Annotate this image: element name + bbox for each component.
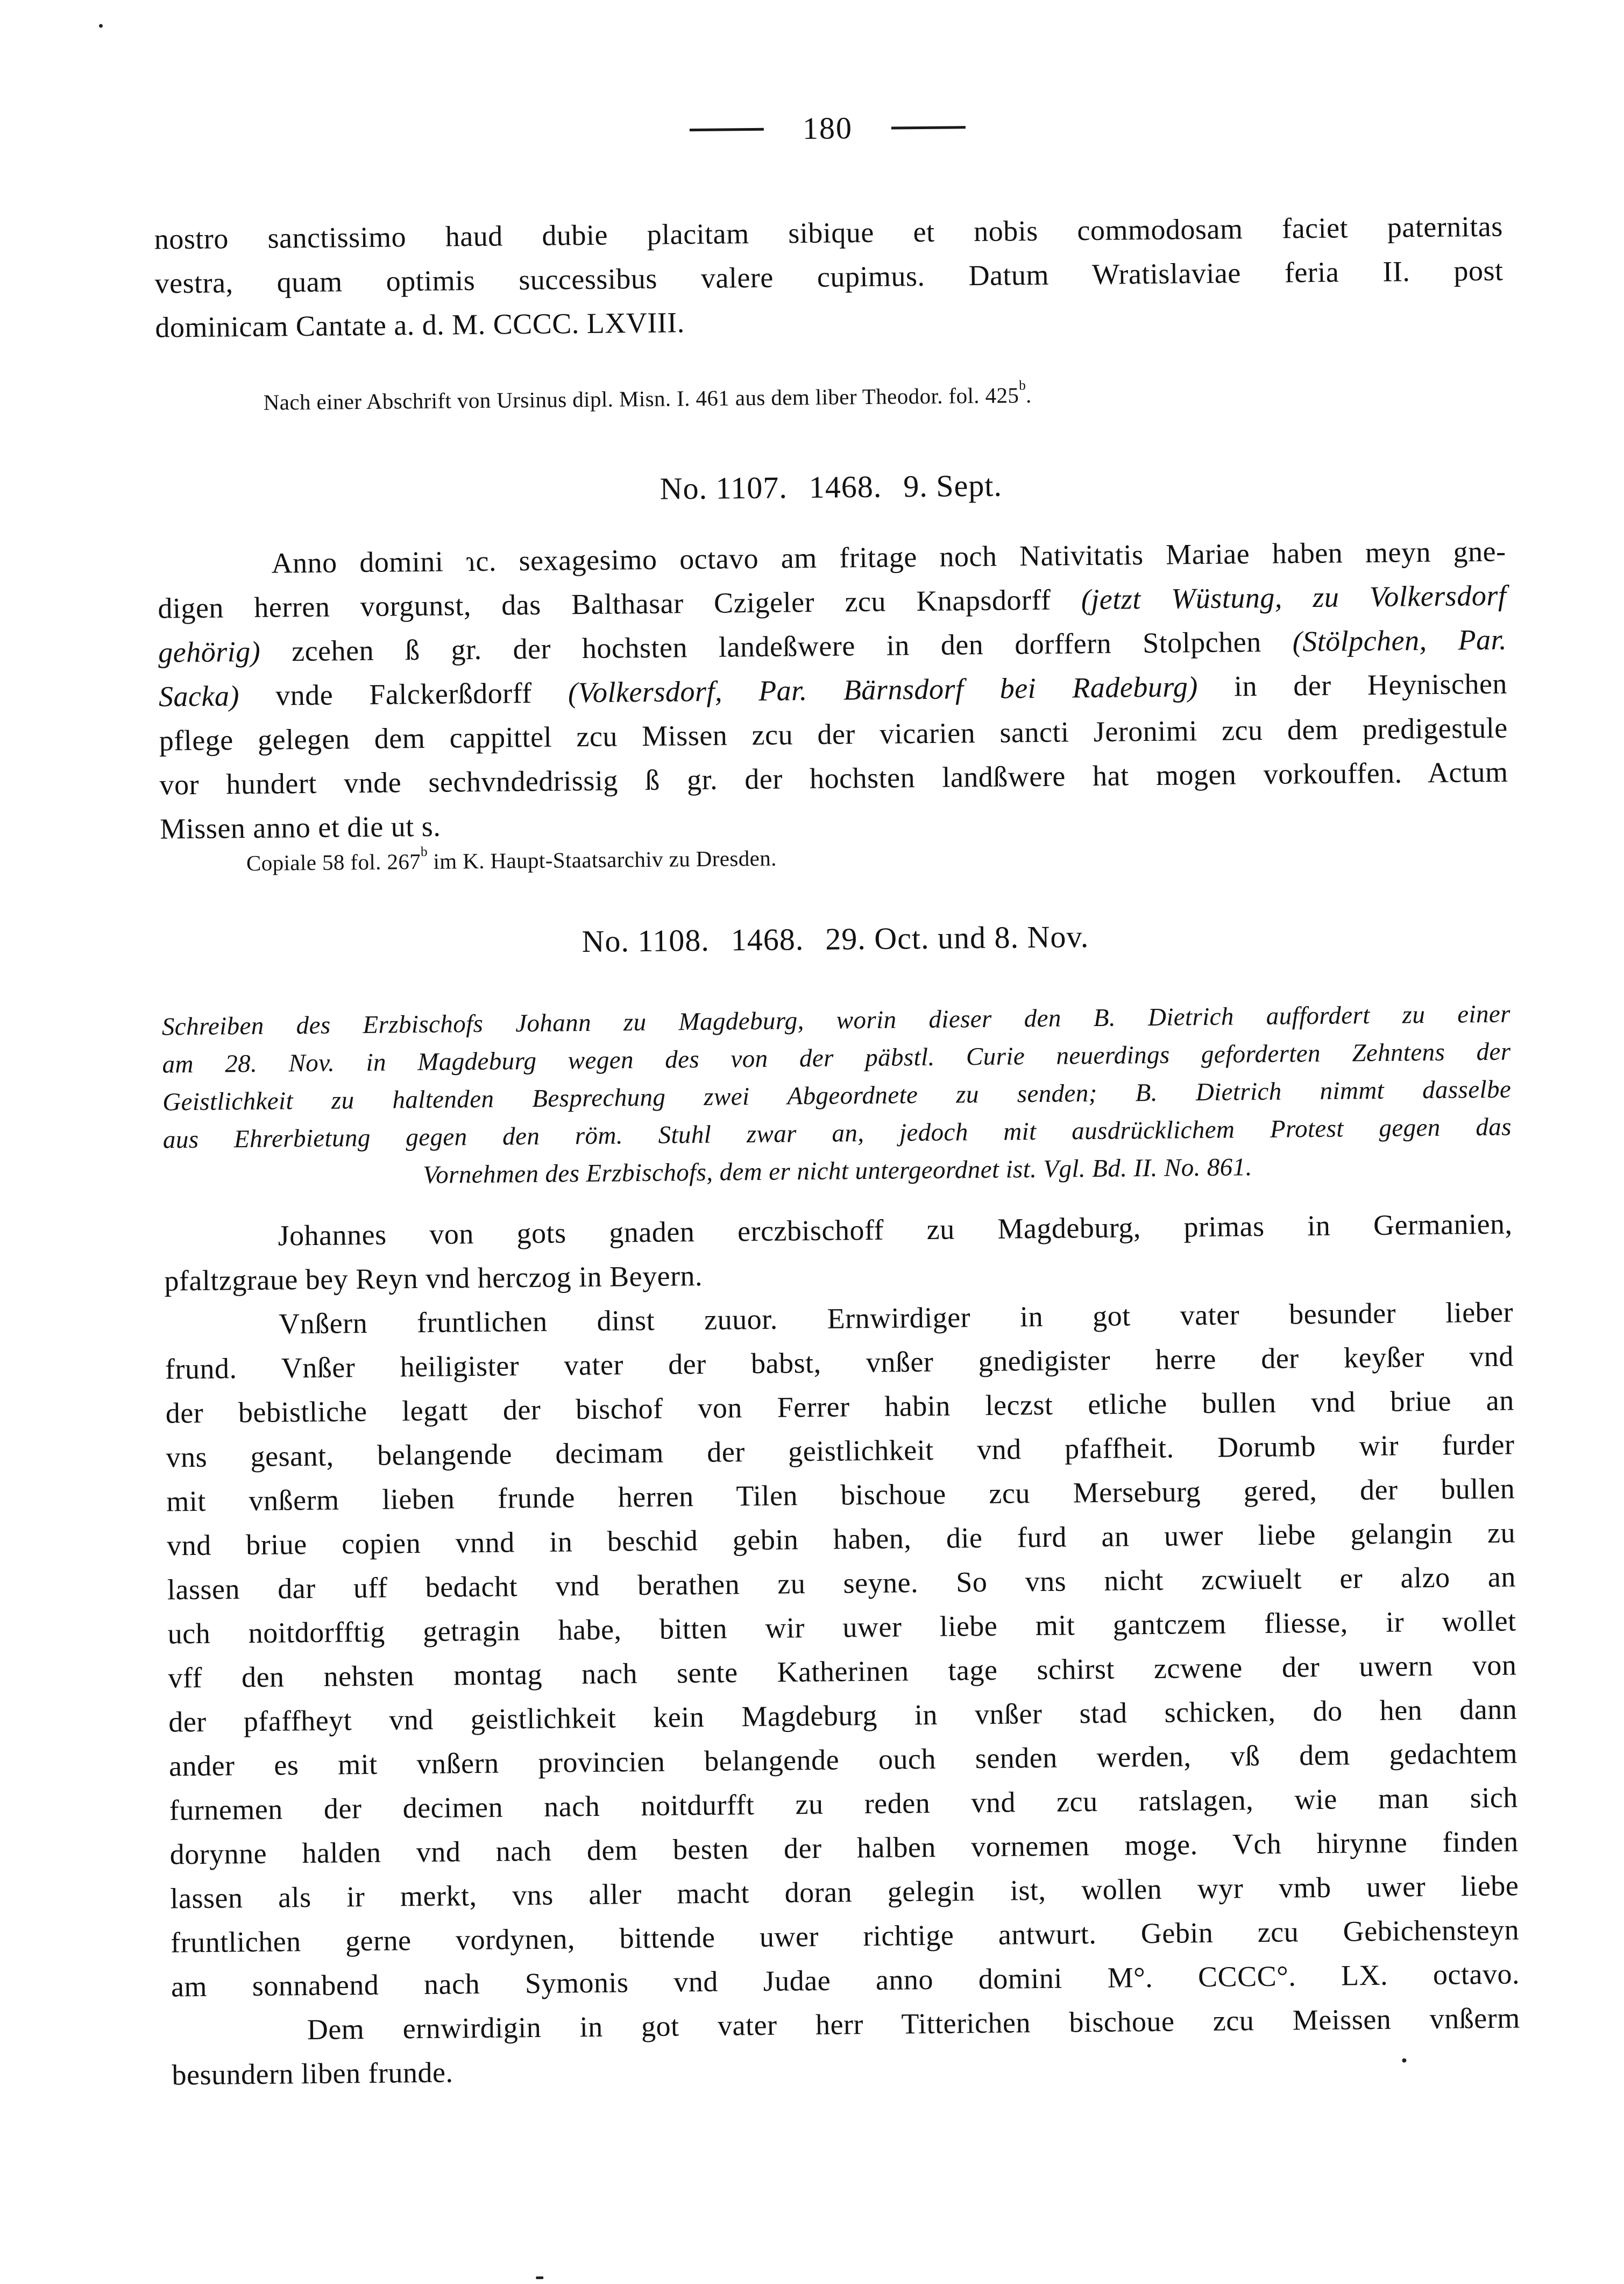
text-line: Geistlichkeit zu haltenden Besprechung zwei Abgeordnete zu senden; B. Dietrich nimmt dasselbe xyxy=(162,1075,1512,1116)
text-line: vns gesant, belangende decimam der geistlichkeit vnd pfaffheit. Dorumb wir furder xyxy=(166,1428,1515,1474)
text-line: Schreiben des Erzbischofs Johann zu Magdeburg, worin dieser den B. Dietrich auffordert zu einer xyxy=(161,1000,1511,1041)
text-line: digen herren vorgunst, das Balthasar Czigeler zcu Knapsdorff (jetzt Wüstung, zu Volkersdorf xyxy=(158,579,1507,625)
text-line: Vornehmen des Erzbischofs, dem er nicht untergeordnet ist. Vgl. Bd. II. No. 861. xyxy=(423,1153,1252,1189)
intro-paragraph xyxy=(154,204,1504,350)
text-line: am sonnabend nach Symonis vnd Judae anno domini M°. CCCC°. LX. octavo. xyxy=(171,1957,1520,2003)
text-line: der bebistliche legatt der bischof von Ferrer habin leczst etliche bullen vnd briue an xyxy=(165,1384,1514,1430)
text-line: aus Ehrerbietung gegen den röm. Stuhl zwar an, jedoch mit ausdrücklichem Protest gegen das xyxy=(162,1113,1512,1154)
text-line: frund. Vnßer heiligister vater der babst, vnßer gnedigister herre der keyßer vnd xyxy=(165,1340,1514,1385)
ink-speck xyxy=(99,24,103,28)
text-line: lassen als ir merkt, vns aller macht doran gelegin ist, wollen wyr vmb uwer liebe xyxy=(170,1869,1519,1915)
ink-speck xyxy=(1402,2058,1406,2062)
source-note-text: Copiale 58 fol. 267$^b$ im K. Haupt-Staatsarchiv zu Dresden. xyxy=(246,844,777,876)
source-note-text: Nach einer Abschrift von Ursinus dipl. Misn. I. 461 aus dem liber Theodor. fol. 425$^b$. xyxy=(263,378,1032,415)
page-number: 180 xyxy=(802,110,853,146)
text-line: gehörig) zcehen ß gr. der hochsten landeßwere in den dorffern Stolpchen (Stölpchen, Par. xyxy=(158,623,1507,669)
text-line: uch noitdorfftig getragin habe, bitten wir uwer liebe mit gantczem fliesse, ir wollet xyxy=(167,1604,1516,1650)
text-line: dorynne halden vnd nach dem besten der halben vornemen moge. Vch hirynne finden xyxy=(169,1825,1519,1871)
text-line: Missen anno et die ut s. xyxy=(160,810,441,845)
header-rule-left xyxy=(690,128,764,131)
text-line: Dem ernwirdigin in got vater herr Titterichen bischoue zcu Meissen vnßerm xyxy=(307,2002,1520,2046)
text-line: Sacka) vnde Falckerßdorff (Volkersdorf, Par. Bärnsdorf bei Radeburg) in der Heynischen xyxy=(158,667,1508,713)
text-line: vff den nehsten montag nach sente Katherinen tage schirst zcwene der uwern von xyxy=(168,1649,1517,1694)
text-line: furnemen der decimen nach noitdurfft zu reden vnd zcu ratslagen, wie man sich xyxy=(169,1781,1519,1827)
page-header xyxy=(153,104,1502,153)
text-line: ander es mit vnßern provincien belangende ouch senden werden, vß dem gedachtem xyxy=(168,1737,1518,1783)
text-line: Vnßern fruntlichen dinst zuuor. Ernwirdiger in got vater besunder lieber xyxy=(278,1296,1514,1340)
doc-1107-heading xyxy=(157,463,1506,512)
text-line: pfaltzgraue bey Reyn vnd herczog in Beyern. xyxy=(164,1259,703,1297)
text-line: vor hundert vnde sechvndedrissig ß gr. der hochsten landßwere hat mogen vorkouffen. Actum xyxy=(159,755,1508,801)
text-line: lassen dar uff bedacht vnd berathen zu seyne. So vns nicht zcwiuelt er alzo an xyxy=(167,1560,1516,1606)
doc-1108-heading xyxy=(161,915,1510,964)
text-line: vnd briue copien vnnd in beschid gebin haben, die furd an uwer liebe gelangin zu xyxy=(166,1516,1516,1562)
doc-1107-date: 9. Sept. xyxy=(903,468,1003,504)
source-note-ursinus xyxy=(155,365,1612,419)
folio-superscript: b xyxy=(1018,378,1026,393)
text-line: der pfaffheyt vnd geistlichkeit kein Magdeburg in vnßer stad schicken, do hen dann xyxy=(168,1693,1517,1738)
text-line: dominicam Cantate a. d. M. CCCC. LXVIII. xyxy=(155,306,685,344)
header-rule-right xyxy=(891,126,966,129)
doc-1108-number: No. 1108. xyxy=(581,922,710,959)
doc-1108-date: 29. Oct. und 8. Nov. xyxy=(825,919,1089,957)
text-line: besundern liben frunde. xyxy=(172,2056,453,2091)
ink-speck xyxy=(536,2276,543,2279)
text-line: pflege gelegen dem cappittel zcu Missen zcu der vicarien sancti Jeronimi zcu dem predigestule xyxy=(159,711,1508,757)
doc-1107-number: No. 1107. xyxy=(659,470,788,506)
text-line: nostro sanctissimo haud dubie placitam sibique et nobis commodosam faciet paternitas xyxy=(154,210,1504,256)
text-line: mit vnßerm lieben frunde herren Tilen bischoue zcu Merseburg gered, der bullen xyxy=(166,1472,1515,1518)
text-line: am 28. Nov. in Magdeburg wegen des von der päbstl. Curie neuerdings geforderten Zehntens der xyxy=(162,1037,1511,1079)
text-line: fruntlichen gerne vordynen, bittende uwer richtige antwurt. Gebin zcu Gebichensteyn xyxy=(170,1913,1520,1959)
doc-1108-letter xyxy=(164,1202,1521,2097)
text-line: Johannes von gots gnaden erczbischoff zu Magdeburg, primas in Germanien, xyxy=(278,1207,1513,1252)
doc-1108-summary xyxy=(162,995,1512,1197)
doc-1107-body xyxy=(157,529,1508,851)
folio-superscript: b xyxy=(420,844,428,859)
text-line: vestra, quam optimis successibus valere cupimus. Datum Wratislaviae feria II. post xyxy=(154,254,1504,300)
text-line: Anno domini ɿc. sexagesimo octavo am fritage noch Nativitatis Mariae haben meyn gne- xyxy=(271,535,1506,579)
doc-1107-year: 1468. xyxy=(809,469,882,505)
doc-1108-year: 1468. xyxy=(731,922,804,958)
